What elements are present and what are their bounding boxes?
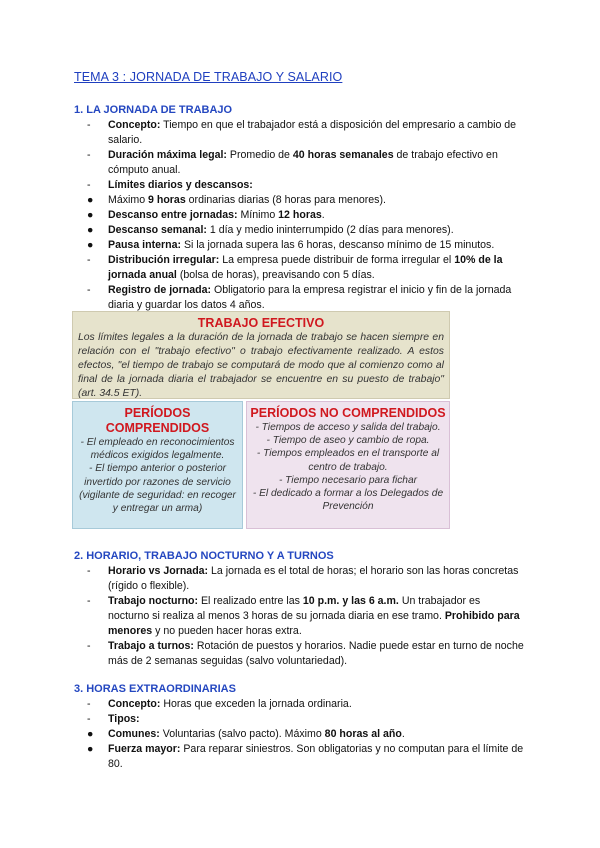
list-item	[84, 712, 524, 727]
box-line: - El dedicado a formar a los Delegados de Prevención	[252, 488, 444, 513]
bullet-marker: ●	[87, 224, 94, 236]
item-emphasis: 9 horas	[148, 194, 186, 206]
list-item	[84, 223, 524, 238]
item-label: Descanso semanal:	[108, 224, 207, 236]
item-text: de trabajo efectivo en cómputo anual.	[108, 149, 498, 176]
section-2-heading: 2. HORARIO, TRABAJO NOCTURNO Y A TURNOS	[74, 550, 334, 562]
item-label: Duración máxima legal:	[108, 149, 227, 161]
item-label: Tipos:	[108, 713, 140, 725]
bullet-marker: ●	[87, 209, 94, 221]
item-text: Obligatorio para la empresa registrar el inicio y fin de la jornada diaria y guardar los datos 4 años.	[108, 284, 512, 311]
item-emphasis: 40 horas semanales	[292, 149, 394, 161]
box-title: PERÍODOS COMPRENDIDOS	[105, 406, 210, 435]
box-line: - Tiempo de aseo y cambio de ropa.	[266, 435, 430, 447]
section-3-list	[84, 697, 524, 772]
document-title: TEMA 3 : JORNADA DE TRABAJO Y SALARIO	[74, 70, 343, 84]
section-3-heading: 3. HORAS EXTRAORDINARIAS	[74, 683, 236, 695]
item-label: Concepto:	[108, 119, 161, 131]
list-marker: -	[87, 149, 91, 161]
item-text: Horas que exceden la jornada ordinaria.	[160, 698, 352, 710]
item-text: Un trabajador es nocturno si realiza al menos 3 horas de su jornada diaria en ese tramo.	[108, 595, 481, 622]
box-line: - Tiempo necesario para fichar	[278, 474, 418, 486]
item-label: Concepto:	[108, 698, 161, 710]
item-label: Descanso entre jornadas:	[108, 209, 238, 221]
item-emphasis: 80 horas al año	[324, 728, 402, 740]
box-text: Los límites legales a la duración de la jornada de trabajo se hacen siempre en relación con el "trabajo efectivo" o trabajo efectivamente realizado. A estos efectos, "el tiempo de trabajo se computará de modo que al comienzo como al final de la jornada diaria el trabajador se encuentre en su puesto de trabajo" (art. 34.5 ET).	[78, 332, 444, 399]
trabajo-efectivo-box	[72, 311, 450, 399]
item-label: Límites diarios y descansos:	[108, 179, 253, 191]
box-line: - Tiempos de acceso y salida del trabajo.	[255, 422, 441, 433]
item-emphasis: 10% de la jornada anual	[108, 254, 503, 281]
item-label: Pausa interna:	[108, 239, 182, 251]
item-text: Para reparar siniestros. Son obligatorias y no computan para el límite de 80.	[108, 743, 524, 770]
item-label: Distribución irregular:	[108, 254, 220, 266]
list-item	[84, 193, 524, 208]
list-item	[84, 253, 524, 283]
list-marker: -	[87, 119, 91, 131]
list-item	[84, 148, 524, 178]
item-emphasis: Prohibido para menores	[108, 610, 520, 637]
list-marker: -	[87, 179, 91, 191]
item-label: Horario vs Jornada:	[108, 565, 209, 577]
box-line: - El empleado en reconocimientos médicos exigidos legalmente.	[80, 437, 235, 462]
periodos-comprendidos-box	[72, 401, 243, 529]
item-label: Fuerza mayor:	[108, 743, 181, 755]
section-2-list	[84, 564, 524, 669]
box-line: - El tiempo anterior o posterior invertido por razones de servicio (vigilante de seguridad: en recoger y entregar un arma)	[79, 463, 236, 515]
item-text: El realizado entre las	[198, 595, 303, 607]
box-title: TRABAJO EFECTIVO	[197, 316, 325, 330]
list-marker: -	[87, 698, 91, 710]
item-text: Voluntarias (salvo pacto). Máximo	[159, 728, 325, 740]
item-text: ordinarias diarias (8 horas para menores).	[185, 194, 386, 206]
item-emphasis: 10 p.m. y las 6 a.m.	[302, 595, 399, 607]
list-item	[84, 639, 524, 669]
list-item	[84, 594, 524, 639]
item-text: Promedio de	[226, 149, 293, 161]
list-marker: -	[87, 254, 91, 266]
list-marker: -	[87, 595, 91, 607]
item-text: Rotación de puestos y horarios. Nadie puede estar en turno de noche más de 2 semanas seguidas (salvo voluntariedad).	[108, 640, 524, 667]
list-item	[84, 564, 524, 594]
list-item	[84, 208, 524, 223]
bullet-marker: ●	[87, 728, 94, 740]
list-item	[84, 727, 524, 742]
list-item	[84, 697, 524, 712]
item-text: La jornada es el total de horas; el horario son las horas concretas (rígido o flexible).	[108, 565, 519, 592]
periodos-no-comprendidos-box	[246, 401, 450, 529]
item-text: Si la jornada supera las 6 horas, descanso mínimo de 15 minutos.	[181, 239, 495, 251]
list-marker: -	[87, 284, 91, 296]
item-text: Máximo	[108, 194, 149, 206]
list-marker: -	[87, 565, 91, 577]
item-text: .	[401, 728, 405, 740]
section-1-list	[84, 118, 524, 313]
item-label: Comunes:	[108, 728, 160, 740]
bullet-marker: ●	[87, 743, 94, 755]
item-label: Trabajo a turnos:	[108, 640, 194, 652]
item-text: .	[321, 209, 325, 221]
item-text: Mínimo	[237, 209, 279, 221]
box-title: PERÍODOS NO COMPRENDIDOS	[250, 406, 446, 420]
list-item	[84, 742, 524, 772]
item-text: La empresa puede distribuir de forma irregular el	[219, 254, 455, 266]
list-marker: -	[87, 713, 91, 725]
item-text: Tiempo en que el trabajador está a disposición del empresario a cambio de salario.	[108, 119, 517, 146]
bullet-marker: ●	[87, 194, 94, 206]
section-1-heading: 1. LA JORNADA DE TRABAJO	[74, 104, 233, 116]
item-label: Trabajo nocturno:	[108, 595, 199, 607]
list-item	[84, 118, 524, 148]
item-label: Registro de jornada:	[108, 284, 212, 296]
item-text: (bolsa de horas), preavisando con 5 días.	[176, 269, 375, 281]
item-text: y no pueden hacer horas extra.	[152, 625, 302, 637]
item-text: 1 día y medio ininterrumpido (2 días para menores).	[206, 224, 454, 236]
list-item	[84, 283, 524, 313]
box-line: - Tiempos empleados en el transporte al centro de trabajo.	[256, 448, 440, 473]
bullet-marker: ●	[87, 239, 94, 251]
item-emphasis: 12 horas	[278, 209, 322, 221]
list-marker: -	[87, 640, 91, 652]
list-item	[84, 238, 524, 253]
list-item	[84, 178, 524, 193]
